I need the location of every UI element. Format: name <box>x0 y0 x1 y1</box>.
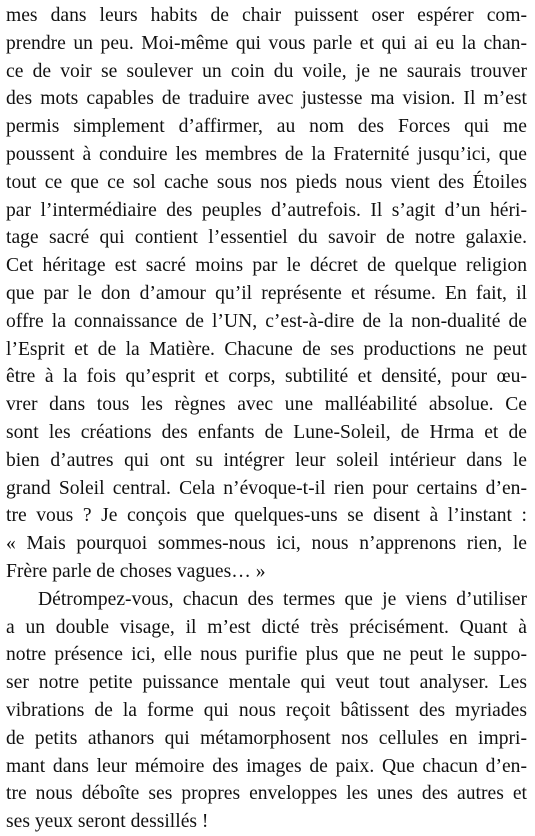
text-line: ce de voir se soulever un coin du voile, je ne saurais trouver <box>6 60 527 82</box>
text-line: « Mais pourquoi sommes-nous ici, nous n’apprenons rien, le <box>6 533 527 555</box>
text-line: être à la fois qu’esprit et corps, subtilité et densité, pour œu- <box>6 366 527 388</box>
text-line: Frère parle de choses vagues… » <box>6 560 266 582</box>
text-line: tre vous ? Je conçois que quelques-uns se disent à l’instant : <box>6 505 527 527</box>
text-line: sont les créations des enfants de Lune-Soleil, de Hrma et de <box>6 421 527 443</box>
text-line: Détrompez-vous, chacun des termes que je viens d’utiliser <box>38 588 527 610</box>
text-line: des mots capables de traduire avec justesse ma vision. Il m’est <box>6 88 527 110</box>
text-line: tout ce que ce sol cache sous nos pieds nous vient des Étoiles <box>6 171 527 193</box>
text-line: que par le don d’amour qu’il représente et résume. En fait, il <box>6 282 527 304</box>
text-line: permis simplement d’affirmer, au nom des Forces qui me <box>6 116 527 138</box>
text-line: prendre un peu. Moi-même qui vous parle et qui ai eu la chan- <box>6 32 527 54</box>
paragraph-1 <box>6 2 527 586</box>
text-line: a un double visage, il m’est dicté très précisément. Quant à <box>6 616 527 638</box>
text-line: bien d’autres qui ont su intégrer leur soleil intérieur dans le <box>6 449 527 471</box>
text-line: poussent à conduire les membres de la Fraternité jusqu’ici, que <box>6 143 527 165</box>
text-line: vibrations de la forme qui nous reçoit bâtissent des myriades <box>6 699 527 721</box>
text-line: mes dans leurs habits de chair puissent oser espérer com- <box>6 5 527 26</box>
text-line: de petits athanors qui métamorphosent nos cellules en impri- <box>6 727 527 749</box>
text-line: vrer dans tous les règnes avec une malléabilité absolue. Ce <box>6 394 527 416</box>
text-line: notre présence ici, elle nous purifie plus que ne peut le suppo- <box>6 644 527 666</box>
text-line: mant dans leur mémoire des images de paix. Que chacun d’en- <box>6 755 527 777</box>
text-line: tre nous déboîte ses propres enveloppes les unes des autres et <box>6 783 527 805</box>
text-line: ser notre petite puissance mentale qui veut tout analyser. Les <box>6 672 527 694</box>
text-line: Cet héritage est sacré moins par le décret de quelque religion <box>6 255 527 277</box>
text-line: l’Esprit et de la Matière. Chacune de ses productions ne peut <box>6 338 527 360</box>
text-line: offre la connaissance de l’UN, c’est-à-dire de la non-dualité de <box>6 310 527 332</box>
text-line: tage sacré qui contient l’essentiel du savoir de notre galaxie. <box>6 227 527 249</box>
paragraph-2 <box>6 586 527 836</box>
text-line: par l’intermédiaire des peuples d’autrefois. Il s’agit d’un héri- <box>6 199 527 221</box>
text-line: grand Soleil central. Cela n’évoque-t-il rien pour certains d’en- <box>6 477 527 499</box>
text-line: ses yeux seront dessillés ! <box>6 811 209 833</box>
